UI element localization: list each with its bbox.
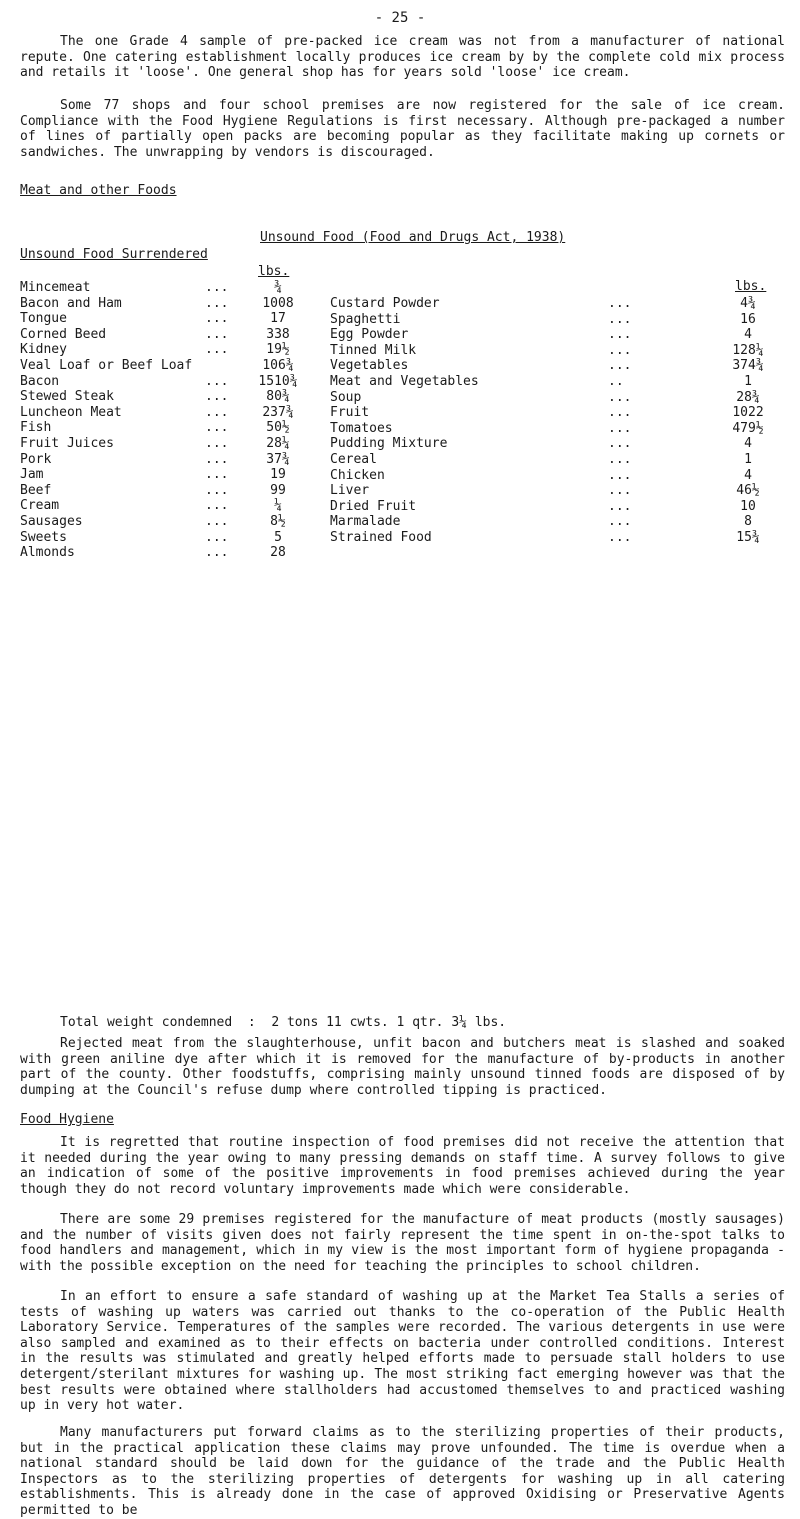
table-row [330, 312, 790, 327]
food-item-name: Liver [330, 483, 370, 499]
table-row [20, 374, 320, 389]
food-item-name: Luncheon Meat [20, 404, 122, 420]
food-item-name: Sausages [20, 514, 83, 529]
food-item-weight: 1008 [262, 295, 294, 311]
table-row [330, 296, 790, 311]
food-item-weight: 99 [270, 482, 286, 498]
food-item-weight: 1022 [732, 405, 764, 421]
leader-dots: ... [608, 405, 632, 421]
food-item-weight: 8 [744, 514, 752, 530]
food-item-name: Spaghetti [330, 311, 401, 327]
page-number: - 25 - [374, 10, 426, 26]
table-row [20, 530, 320, 545]
leader-dots: .. [608, 374, 624, 389]
leader-dots: ... [608, 436, 632, 452]
table-row [330, 421, 790, 436]
food-item-name: Pork [20, 451, 52, 467]
food-item-name: Almonds [20, 545, 75, 561]
table-row [330, 499, 790, 514]
intro-paragraph-1: The one Grade 4 sample of pre-packed ice cream was not from a manufacturer of national repute. One catering establishment locally produces ice cream by by the complete cold mix process and retails it 'loose'. One general shop has for years sold 'loose' ice cream. [20, 34, 785, 81]
leader-dots: ... [205, 451, 229, 467]
food-item-name: Tongue [20, 311, 67, 327]
table-row [330, 483, 790, 498]
leader-dots: ... [205, 467, 229, 483]
table-row [330, 343, 790, 358]
food-item-weight: 50½ [266, 420, 290, 436]
food-item-name: Kidney [20, 342, 67, 358]
total-weight-condemned: Total weight condemned : 2 tons 11 cwts. 1 qtr. 3¼ lbs. [60, 1015, 507, 1030]
table-row [20, 436, 320, 451]
food-item-name: Dried Fruit [330, 498, 417, 514]
food-item-name: Egg Powder [330, 327, 409, 343]
food-item-weight: 28¼ [266, 436, 290, 451]
food-item-name: Cereal [330, 452, 377, 467]
food-item-name: Custard Powder [330, 296, 440, 311]
food-item-weight: 46½ [736, 483, 760, 499]
food-item-name: Cream [20, 498, 60, 514]
table-row [20, 467, 320, 482]
food-item-name: Jam [20, 467, 44, 483]
table-row [330, 514, 790, 529]
leader-dots: ... [608, 483, 632, 499]
food-item-weight: 4¾ [740, 296, 756, 311]
food-item-weight: 4 [744, 467, 752, 483]
table-row [20, 358, 320, 373]
table-row [330, 405, 790, 420]
leader-dots: ... [608, 327, 632, 343]
leader-dots: ... [608, 498, 632, 514]
rejected-meat-paragraph: Rejected meat from the slaughterhouse, unfit bacon and butchers meat is slashed and soaked with green aniline dye after which it is removed for the manufacture of by-products in another part of the county. Other foodstuffs, comprising mainly unsound tinned foods are disposed of by dumping at the Council's refuse dump where controlled tipping is practiced. [20, 1036, 785, 1098]
table-row [20, 405, 320, 420]
table-row [20, 296, 320, 311]
leader-dots: ... [608, 530, 632, 545]
table-row [20, 483, 320, 498]
leader-dots: ... [205, 389, 229, 405]
food-item-weight: 1510¾ [258, 373, 298, 389]
food-item-weight: 128¼ [732, 342, 764, 358]
food-item-name: Fruit Juices [20, 436, 114, 451]
leader-dots: ... [205, 514, 229, 529]
hygiene-paragraph-3: In an effort to ensure a safe standard of washing up at the Market Tea Stalls a series of tests of washing up waters was carried out thanks to the co-operation of the Public Health Laboratory Service. Temperatures of the samples were recorded. The various detergents in use were also sampled and examined as to their effects on bacteria under controlled conditions. Interest in the results was stimulated and greatly helped efforts made to persuade stall holders to use detergent/sterilant mixtures for washing up. The most striking fact emerging however was that the best results were obtained where stallholders had accustomed themselves to and practiced washing up in very hot water. [20, 1289, 785, 1414]
food-item-weight: 5 [274, 529, 282, 545]
food-item-weight: 374¾ [732, 358, 764, 374]
table-row [330, 390, 790, 405]
unit-label-right: lbs. [735, 279, 767, 294]
leader-dots: ... [205, 280, 229, 295]
food-item-name: Bacon and Ham [20, 295, 122, 311]
table-row [330, 452, 790, 467]
leader-dots: ... [205, 420, 229, 436]
intro-paragraph-2: Some 77 shops and four school premises are now registered for the sale of ice cream. Compliance with the Food Hygiene Regulations is first necessary. Although pre-packaged a number of lines of partially open packs are becoming popular as they facilitate making up cornets or sandwiches. The unwrapping by vendors is discouraged. [20, 98, 785, 160]
leader-dots: ... [205, 404, 229, 420]
hygiene-paragraph-4: Many manufacturers put forward claims as to the sterilizing properties of their products, but in the practical application these claims may prove unfounded. The time is overdue when a national standard should be laid down for the guidance of the trade and the Public Health Inspectors as to the sterilizing properties of detergents for washing up in all catering establishments. This is already done in the case of approved Oxidising or Preservative Agents permitted to be [20, 1425, 785, 1518]
food-item-weight: 17 [270, 311, 286, 327]
leader-dots: ... [608, 514, 632, 530]
leader-dots: ... [205, 482, 229, 498]
food-item-name: Fish [20, 420, 52, 436]
leader-dots: ... [608, 342, 632, 358]
table-row [20, 311, 320, 326]
leader-dots: ... [608, 358, 632, 374]
food-item-weight: 8½ [270, 514, 286, 529]
unit-label-left: lbs. [258, 264, 290, 279]
leader-dots: ... [205, 373, 229, 389]
food-item-name: Veal Loaf or Beef Loaf [20, 358, 193, 373]
leader-dots: ... [205, 436, 229, 451]
food-item-weight: ¼ [274, 498, 282, 514]
food-item-weight: 19 [270, 467, 286, 483]
leader-dots: ... [608, 311, 632, 327]
food-item-weight: 479½ [732, 420, 764, 436]
table-row [20, 420, 320, 435]
table-row [330, 468, 790, 483]
food-item-name: Strained Food [330, 530, 432, 545]
leader-dots: ... [205, 295, 229, 311]
food-item-weight: 237¾ [262, 404, 294, 420]
food-item-name: Beef [20, 482, 52, 498]
leader-dots: ... [205, 545, 229, 561]
food-item-name: Marmalade [330, 514, 401, 530]
leader-dots: ... [205, 498, 229, 514]
leader-dots: ... [608, 467, 632, 483]
table-row [20, 342, 320, 357]
table-row [20, 545, 320, 560]
hygiene-paragraph-1: It is regretted that routine inspection of food premises did not receive the attention that it needed during the year owing to many pressing demands on staff time. A survey follows to give an indication of some of the positive improvements in food premises achieved during the year though they do not record voluntary improvements made which were considerable. [20, 1135, 785, 1197]
table-row [20, 327, 320, 342]
food-item-name: Sweets [20, 529, 67, 545]
food-item-name: Soup [330, 389, 362, 405]
food-hygiene-heading: Food Hygiene [20, 1112, 114, 1127]
table-row [20, 498, 320, 513]
leader-dots: ... [608, 389, 632, 405]
table-row [20, 280, 320, 295]
leader-dots: ... [205, 529, 229, 545]
food-item-name: Tinned Milk [330, 342, 417, 358]
table-row [330, 358, 790, 373]
food-item-weight: 1 [744, 452, 752, 467]
food-item-name: Chicken [330, 467, 385, 483]
meat-heading: Meat and other Foods [20, 183, 177, 198]
food-item-weight: 80¾ [266, 389, 290, 405]
food-item-name: Bacon [20, 373, 60, 389]
food-item-name: Mincemeat [20, 280, 91, 295]
unsound-food-subtitle: Unsound Food Surrendered [20, 247, 208, 262]
food-item-weight: 4 [744, 436, 752, 452]
table-row [20, 389, 320, 404]
food-item-weight: 28¾ [736, 389, 760, 405]
food-item-name: Vegetables [330, 358, 409, 374]
food-item-name: Pudding Mixture [330, 436, 448, 452]
food-item-name: Tomatoes [330, 420, 393, 436]
food-item-weight: 28 [270, 545, 286, 561]
hygiene-paragraph-2: There are some 29 premises registered for the manufacture of meat products (mostly sausages) and the number of visits given does not fairly represent the time spent in on-the-spot talks to food handlers and management, which in my view is the most important form of hygiene propaganda - with the possible exception on the need for teaching the principles to school children. [20, 1212, 785, 1274]
food-item-name: Stewed Steak [20, 389, 114, 405]
table-row [330, 327, 790, 342]
food-item-weight: 19½ [266, 342, 290, 358]
table-row [20, 514, 320, 529]
food-item-weight: 4 [744, 327, 752, 343]
unsound-food-title: Unsound Food (Food and Drugs Act, 1938) [260, 230, 566, 245]
leader-dots: ... [608, 452, 632, 467]
food-item-name: Fruit [330, 405, 370, 421]
food-item-name: Meat and Vegetables [330, 374, 479, 389]
table-row [20, 452, 320, 467]
leader-dots: ... [205, 326, 229, 342]
food-item-weight: 338 [266, 326, 290, 342]
food-item-weight: 37¾ [266, 451, 290, 467]
leader-dots: ... [608, 420, 632, 436]
table-row [330, 436, 790, 451]
food-item-weight: 16 [740, 311, 756, 327]
table-row [330, 374, 790, 389]
leader-dots: ... [205, 311, 229, 327]
food-item-weight: 15¾ [736, 530, 760, 545]
food-item-weight: 106¾ [262, 358, 294, 373]
food-item-weight: 10 [740, 498, 756, 514]
food-item-weight: 1 [744, 374, 752, 389]
leader-dots: ... [608, 296, 632, 311]
table-row [330, 530, 790, 545]
leader-dots: ... [205, 342, 229, 358]
food-item-name: Corned Beed [20, 326, 107, 342]
food-item-weight: ¾ [274, 280, 282, 295]
